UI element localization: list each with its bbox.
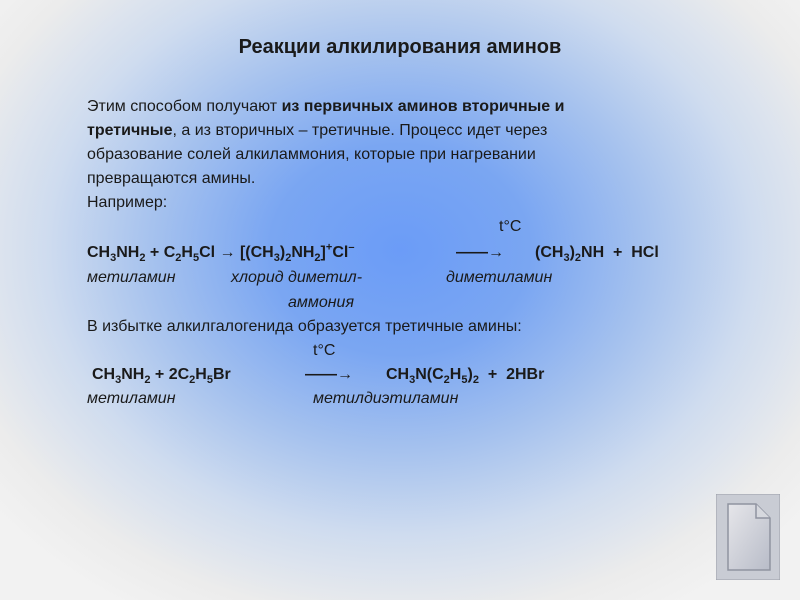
formula-subscript: 5: [461, 374, 468, 387]
formula-subscript: 3: [563, 252, 570, 265]
reaction1-name-3: диметиламин: [446, 269, 553, 286]
formula-part: NH: [581, 244, 605, 261]
formula-part: NH: [116, 244, 140, 261]
formula-part: 2HBr: [506, 366, 545, 383]
formula-part: HCl: [631, 244, 659, 261]
reaction1-condition: t°C: [499, 218, 522, 235]
reaction2-condition: t°C: [313, 342, 336, 359]
formula-part: ): [569, 244, 575, 261]
reaction2-name-2: метилдиэтиламин: [313, 390, 459, 407]
page-icon-svg: [716, 494, 780, 580]
reaction-arrow: →: [215, 244, 240, 261]
formula-superscript: +: [325, 241, 333, 254]
formula-part: 2C: [168, 366, 190, 383]
paragraph-line-3: образование солей алкиламмония, которые при нагревании: [87, 146, 536, 163]
reaction2-name-1: метиламин: [87, 390, 176, 407]
reaction1-arrow: ——→: [456, 244, 504, 261]
reaction1-name-2b: аммония: [288, 294, 354, 311]
formula-part: ): [467, 366, 473, 383]
formula-subscript: 2: [472, 374, 479, 387]
paragraph-line-1: [87, 98, 564, 116]
formula-part: [(CH: [239, 244, 274, 261]
formula-part: CH: [386, 366, 410, 383]
formula-subscript: 3: [409, 374, 416, 387]
paragraph-line-4: превращаются амины.: [87, 170, 256, 187]
formula-part: C: [163, 244, 176, 261]
formula-part: H: [195, 366, 207, 383]
formula-part: H: [449, 366, 462, 383]
plus-sign: +: [613, 244, 623, 261]
formula-subscript: 5: [206, 374, 213, 387]
paragraph-line-2: [87, 122, 547, 140]
formula-subscript: 3: [115, 374, 122, 387]
formula-subscript: 3: [273, 252, 280, 265]
page-icon[interactable]: [716, 494, 780, 580]
formula-subscript: 2: [443, 374, 450, 387]
formula-part: CH: [92, 366, 116, 383]
reaction1-products: [535, 244, 659, 265]
formula-part: NH: [121, 366, 145, 383]
excess-text: В избытке алкилгалогенида образуется третичные амины:: [87, 318, 522, 335]
plus-sign: +: [145, 244, 164, 261]
formula-superscript: –: [348, 241, 355, 254]
paragraph-line-5: Например:: [87, 194, 168, 211]
reaction2-arrow: ——→: [305, 366, 353, 383]
formula-subscript: 3: [110, 252, 117, 265]
formula-subscript: 2: [175, 252, 182, 265]
formula-part: Cl: [199, 244, 216, 261]
formula-part: ): [279, 244, 286, 261]
formula-subscript: 2: [189, 374, 196, 387]
slide-title: Реакции алкилирования аминов: [238, 36, 562, 58]
reaction1-name-1: метиламин: [87, 269, 176, 286]
formula-part: Cl: [332, 244, 349, 261]
reaction2-reactants: [92, 366, 231, 387]
paragraph-text: , а из вторичных – третичные. Процесс идет через: [172, 122, 548, 139]
formula-part: ]: [320, 244, 326, 261]
formula-subscript: 2: [285, 252, 292, 265]
formula-part: Br: [212, 366, 231, 383]
reaction2-products: [386, 366, 545, 387]
plus-sign: +: [154, 366, 165, 383]
plus-sign: +: [487, 366, 498, 383]
formula-part: CH: [87, 244, 111, 261]
formula-subscript: 2: [314, 252, 321, 265]
paragraph-bold-text: третичные: [87, 122, 173, 139]
formula-subscript: 2: [144, 374, 151, 387]
paragraph-text: Этим способом получают: [87, 98, 282, 115]
formula-subscript: 2: [139, 252, 146, 265]
formula-subscript: 2: [574, 252, 582, 265]
formula-subscript: 5: [192, 252, 200, 265]
paragraph-bold-text: из первичных аминов вторичные и: [281, 98, 565, 115]
formula-part: (CH: [535, 244, 564, 261]
reaction1-equation: [87, 241, 355, 265]
reaction1-name-2: хлорид диметил-: [231, 269, 363, 286]
formula-part: H: [181, 244, 193, 261]
formula-part: NH: [291, 244, 315, 261]
formula-part: N(C: [415, 366, 444, 383]
